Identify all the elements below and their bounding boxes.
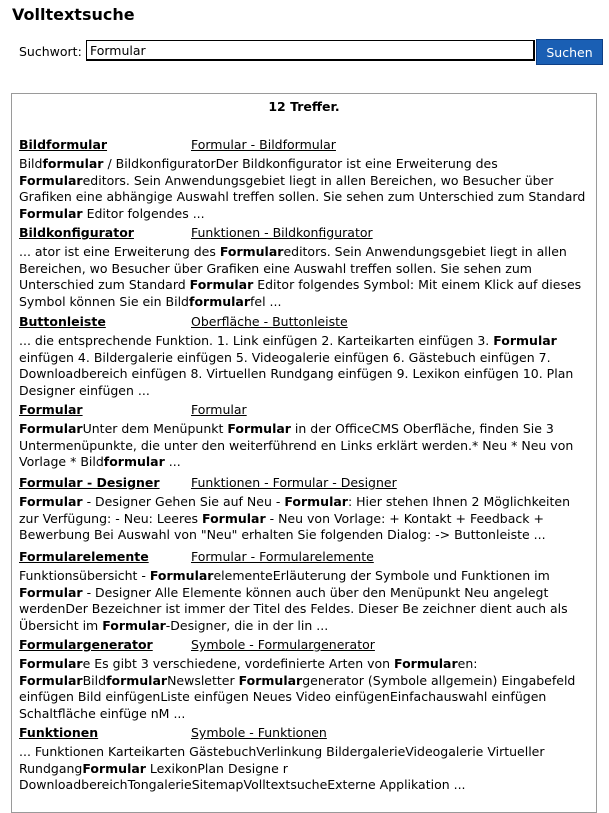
result-title-link[interactable]: Formular - Designer (19, 475, 160, 490)
result-title-link[interactable]: Formulargenerator (19, 637, 153, 652)
search-hit-highlight: Formular (202, 510, 266, 526)
search-hit-highlight: Formular (189, 277, 254, 292)
search-hit-highlight: Formular (238, 672, 303, 688)
search-input[interactable] (86, 40, 535, 61)
result-snippet: Formular - Designer Gehen Sie auf Neu - Formular: Hier stehen Ihnen 2 Möglichkeiten zur Verfügung: - Neu: Leeres Formular - Neu von Vorlage: + Kontakt + Feedback + Bewerbung Bei Auswahl von "Neu" erhalten Sie folgenden Dialog: -> Buttonleiste ... (19, 494, 571, 542)
result-title-link[interactable]: Bildkonfigurator (19, 225, 134, 240)
search-hit-highlight: Formular (19, 421, 83, 436)
result-path-link[interactable]: Formular - Bildformular (191, 137, 336, 152)
results-panel (11, 93, 597, 813)
result-snippet: FormularUnter dem Menüpunkt Formular in der OfficeCMS Oberfläche, finden Sie 3 Untermenüpunkte, die unter den weiterführend en Links erklärt werden.* Neu * Neu von Vorlage * Bildformular ... (19, 421, 574, 469)
search-hit-highlight: Formular (493, 333, 557, 348)
search-hit-highlight: formular (189, 293, 250, 309)
results-count: 12 Treffer. (268, 99, 340, 114)
search-hit-highlight: formular (106, 672, 168, 688)
result-snippet: ... ator ist eine Erweiterung des Formulareditors. Sein Anwendungsgebiet liegt in allen Bereichen, wo Besucher über Grafiken eine Auswahl treffen sollen. Sie sehen zum Unterschied zum Standard Formular Editor folgendes Symbol: Mit einem Klick auf dieses Symbol können Sie ein Bildformularfel ... (19, 244, 582, 309)
search-hit-highlight: Formular (227, 421, 291, 436)
result-title-link[interactable]: Buttonleiste (19, 314, 106, 329)
result-title-link[interactable]: Formular (19, 402, 83, 417)
result-snippet: ... Funktionen Karteikarten GästebuchVerlinkung BildergalerieVideogalerie Virtueller RundgangFormular LexikonPlan Designe r DownloadbereichTongalerieSitemapVolltextsucheExterne Applikation ... (19, 744, 545, 792)
search-hit-highlight: Formular (19, 494, 83, 509)
search-hit-highlight: Formular (19, 205, 83, 221)
search-label: Suchwort: (19, 44, 82, 59)
search-hit-highlight: Formular (19, 172, 83, 188)
result-path-link[interactable]: Funktionen - Formular - Designer (191, 475, 397, 490)
search-hit-highlight: Formular (394, 656, 458, 671)
result-title-link[interactable]: Formularelemente (19, 549, 149, 564)
page-title: Volltextsuche (12, 5, 135, 24)
search-hit-highlight: formular (42, 156, 104, 171)
result-snippet: Funktionsübersicht - FormularelementeErläuterung der Symbole und Funktionen im Formular - Designer Alle Elemente können auch über den Menüpunkt Neu angelegt werdenDer Bezeichner ist immer der Titel des Feldes. Dieser Be zeichner dient auch als Übersicht im Formular-Designer, die in der lin ... (19, 568, 568, 633)
result-path-link[interactable]: Symbole - Funktionen (191, 725, 327, 740)
result-title-link[interactable]: Funktionen (19, 725, 99, 740)
search-hit-highlight: Formular (82, 760, 146, 776)
search-hit-highlight: Formular (284, 494, 348, 509)
search-hit-highlight: Formular (219, 244, 284, 259)
search-hit-highlight: formular (103, 454, 165, 469)
result-path-link[interactable]: Formular - Formularelemente (191, 549, 374, 564)
result-path-link[interactable]: Symbole - Formulargenerator (191, 637, 375, 652)
search-button[interactable]: Suchen (536, 39, 603, 65)
result-snippet: Bildformular / BildkonfiguratorDer Bildkonfigurator ist eine Erweiterung des Formulareditors. Sein Anwendungsgebiet liegt in allen Bereichen, wo Besucher über Grafiken eine abhängige Auswahl treffen sollen. Sie sehen zum Unterschied zum Standard Formular Editor folgendes ... (19, 156, 586, 221)
search-hit-highlight: Formular (19, 584, 83, 600)
result-title-link[interactable]: Bildformular (19, 137, 108, 152)
search-hit-highlight: Formular (19, 672, 83, 688)
search-hit-highlight: Formular (102, 617, 166, 633)
search-hit-highlight: Formular (19, 656, 83, 671)
search-bar (19, 39, 604, 65)
result-snippet: Formulare Es gibt 3 verschiedene, vordefinierte Arten von Formularen: FormularBildformularNewsletter Formulargenerator (Symbole allgemein) Eingabefeld einfügen Bild einfügenListe einfügen Neues Video einfügenEinfachauswahl einfügen Schaltfläche einfüge nM ... (19, 656, 576, 721)
result-path-link[interactable]: Oberfläche - Buttonleiste (191, 314, 348, 329)
result-snippet: ... die entsprechende Funktion. 1. Link einfügen 2. Karteikarten einfügen 3. Formular einfügen 4. Bildergalerie einfügen 5. Videogalerie einfügen 6. Gästebuch einfügen 7. Downloadbereich einfügen 8. Virtuellen Rundgang einfügen 9. Lexikon einfügen 10. Plan Designer einfügen ... (19, 333, 574, 398)
search-hit-highlight: Formular (149, 568, 214, 583)
result-path-link[interactable]: Formular (191, 402, 247, 417)
result-path-link[interactable]: Funktionen - Bildkonfigurator (191, 225, 373, 240)
